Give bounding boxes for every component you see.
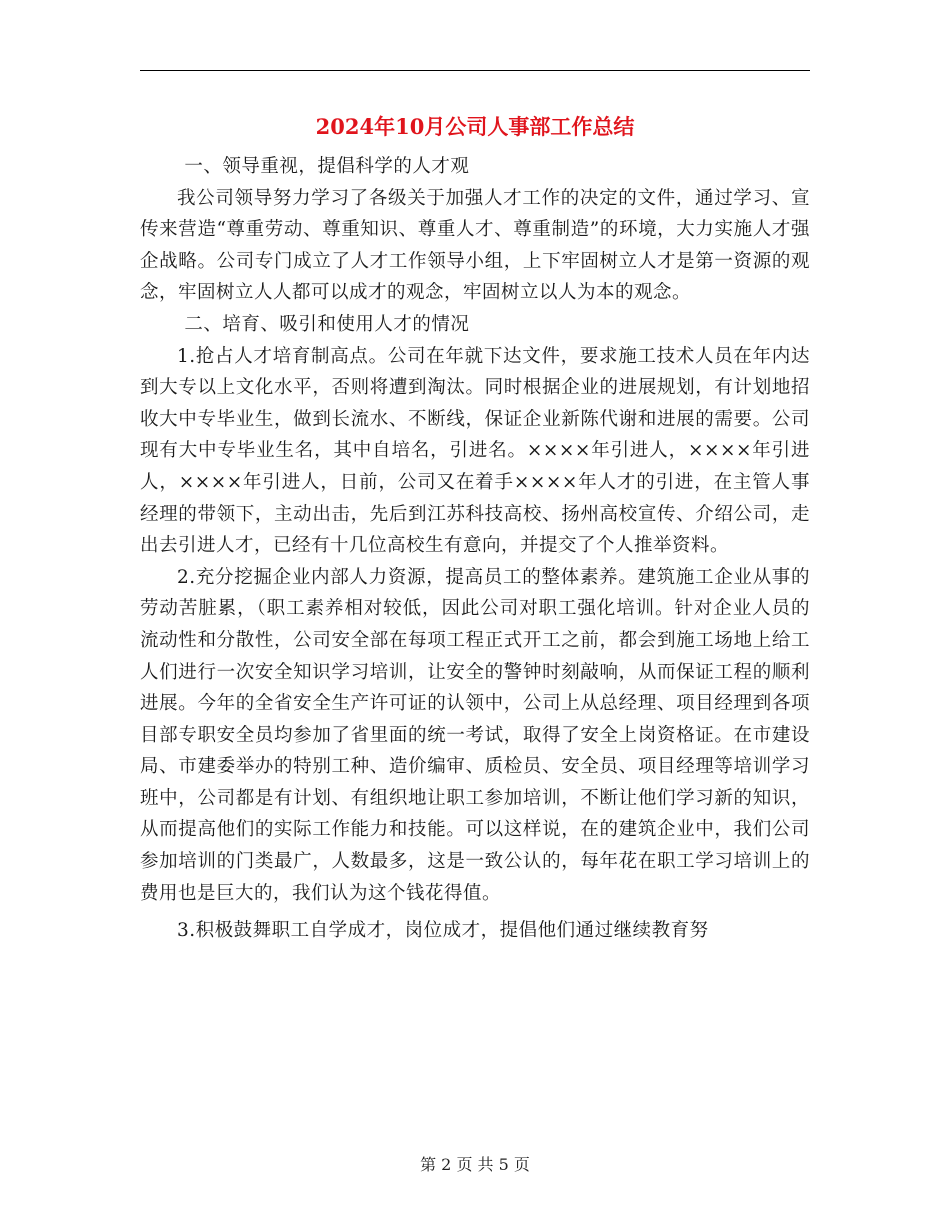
document-body: [140, 151, 810, 947]
paragraph-item-3: 3.积极鼓舞职工自学成才，岗位成才，提倡他们通过继续教育努: [177, 920, 709, 942]
paragraph-item-2: 2.充分挖掘企业内部人力资源，提高员工的整体素养。建筑施工企业从事的劳动苦脏累，（职工素养相对较低，因此公司对职工强化培训。针对企业人员的流动性和分散性，公司安全部在每项工程正式开工之前，都会到施工场地上给工人们进行一次安全知识学习培训，让安全的警钟时刻敲响，从而保证工程的顺利进展。今年的全省安全生产许可证的认领中，公司上从总经理、项目经理到各项目部专职安全员均参加了省里面的统一考试，取得了安全上岗资格证。在市建设局、市建委举办的特别工种、造价编审、质检员、安全员、项目经理等培训学习班中，公司都是有计划、有组织地让职工参加培训，不断让他们学习新的知识，从而提高他们的实际工作能力和技能。可以这样说，在的建筑企业中，我们公司参加培训的门类最广，人数最多，这是一致公认的，每年花在职工学习培训上的费用也是巨大的，我们认为这个钱花得值。: [140, 566, 810, 904]
paragraph-leadership: 我公司领导努力学习了各级关于加强人才工作的决定的文件，通过学习、宣传来营造“尊重劳动、尊重知识、尊重人才、尊重制造”的环境，大力实施人才强企战略。公司专门成立了人才工作领导小组，上下牢固树立人才是第一资源的观念，牢固树立人人都可以成才的观念，牢固树立以人为本的观念。: [140, 187, 810, 304]
section-heading-2: 二、培育、吸引和使用人才的情况: [184, 313, 470, 335]
section-heading-1: 一、领导重视，提倡科学的人才观: [184, 156, 470, 177]
page-number-footer: 第 2 页 共 5 页: [420, 1155, 530, 1174]
paragraph-item-1: 1.抢占人才培育制高点。公司在年就下达文件，要求施工技术人员在年内达到大专以上文化水平，否则将遭到淘汰。同时根据企业的进展规划，有计划地招收大中专毕业生，做到长流水、不断线，保证企业新陈代谢和进展的需要。公司现有大中专毕业生名，其中自培名，引进名。××××年引进人，××××年引进人，××××年引进人，日前，公司又在着手××××年人才的引进，在主管人事经理的带领下，主动出击，先后到江苏科技高校、扬州高校宣传、介绍公司，走出去引进人才，已经有十几位高校生有意向，并提交了个人推举资料。: [140, 345, 810, 557]
header-rule: [140, 70, 810, 71]
document-title: 2024年10月公司人事部工作总结: [315, 114, 635, 139]
